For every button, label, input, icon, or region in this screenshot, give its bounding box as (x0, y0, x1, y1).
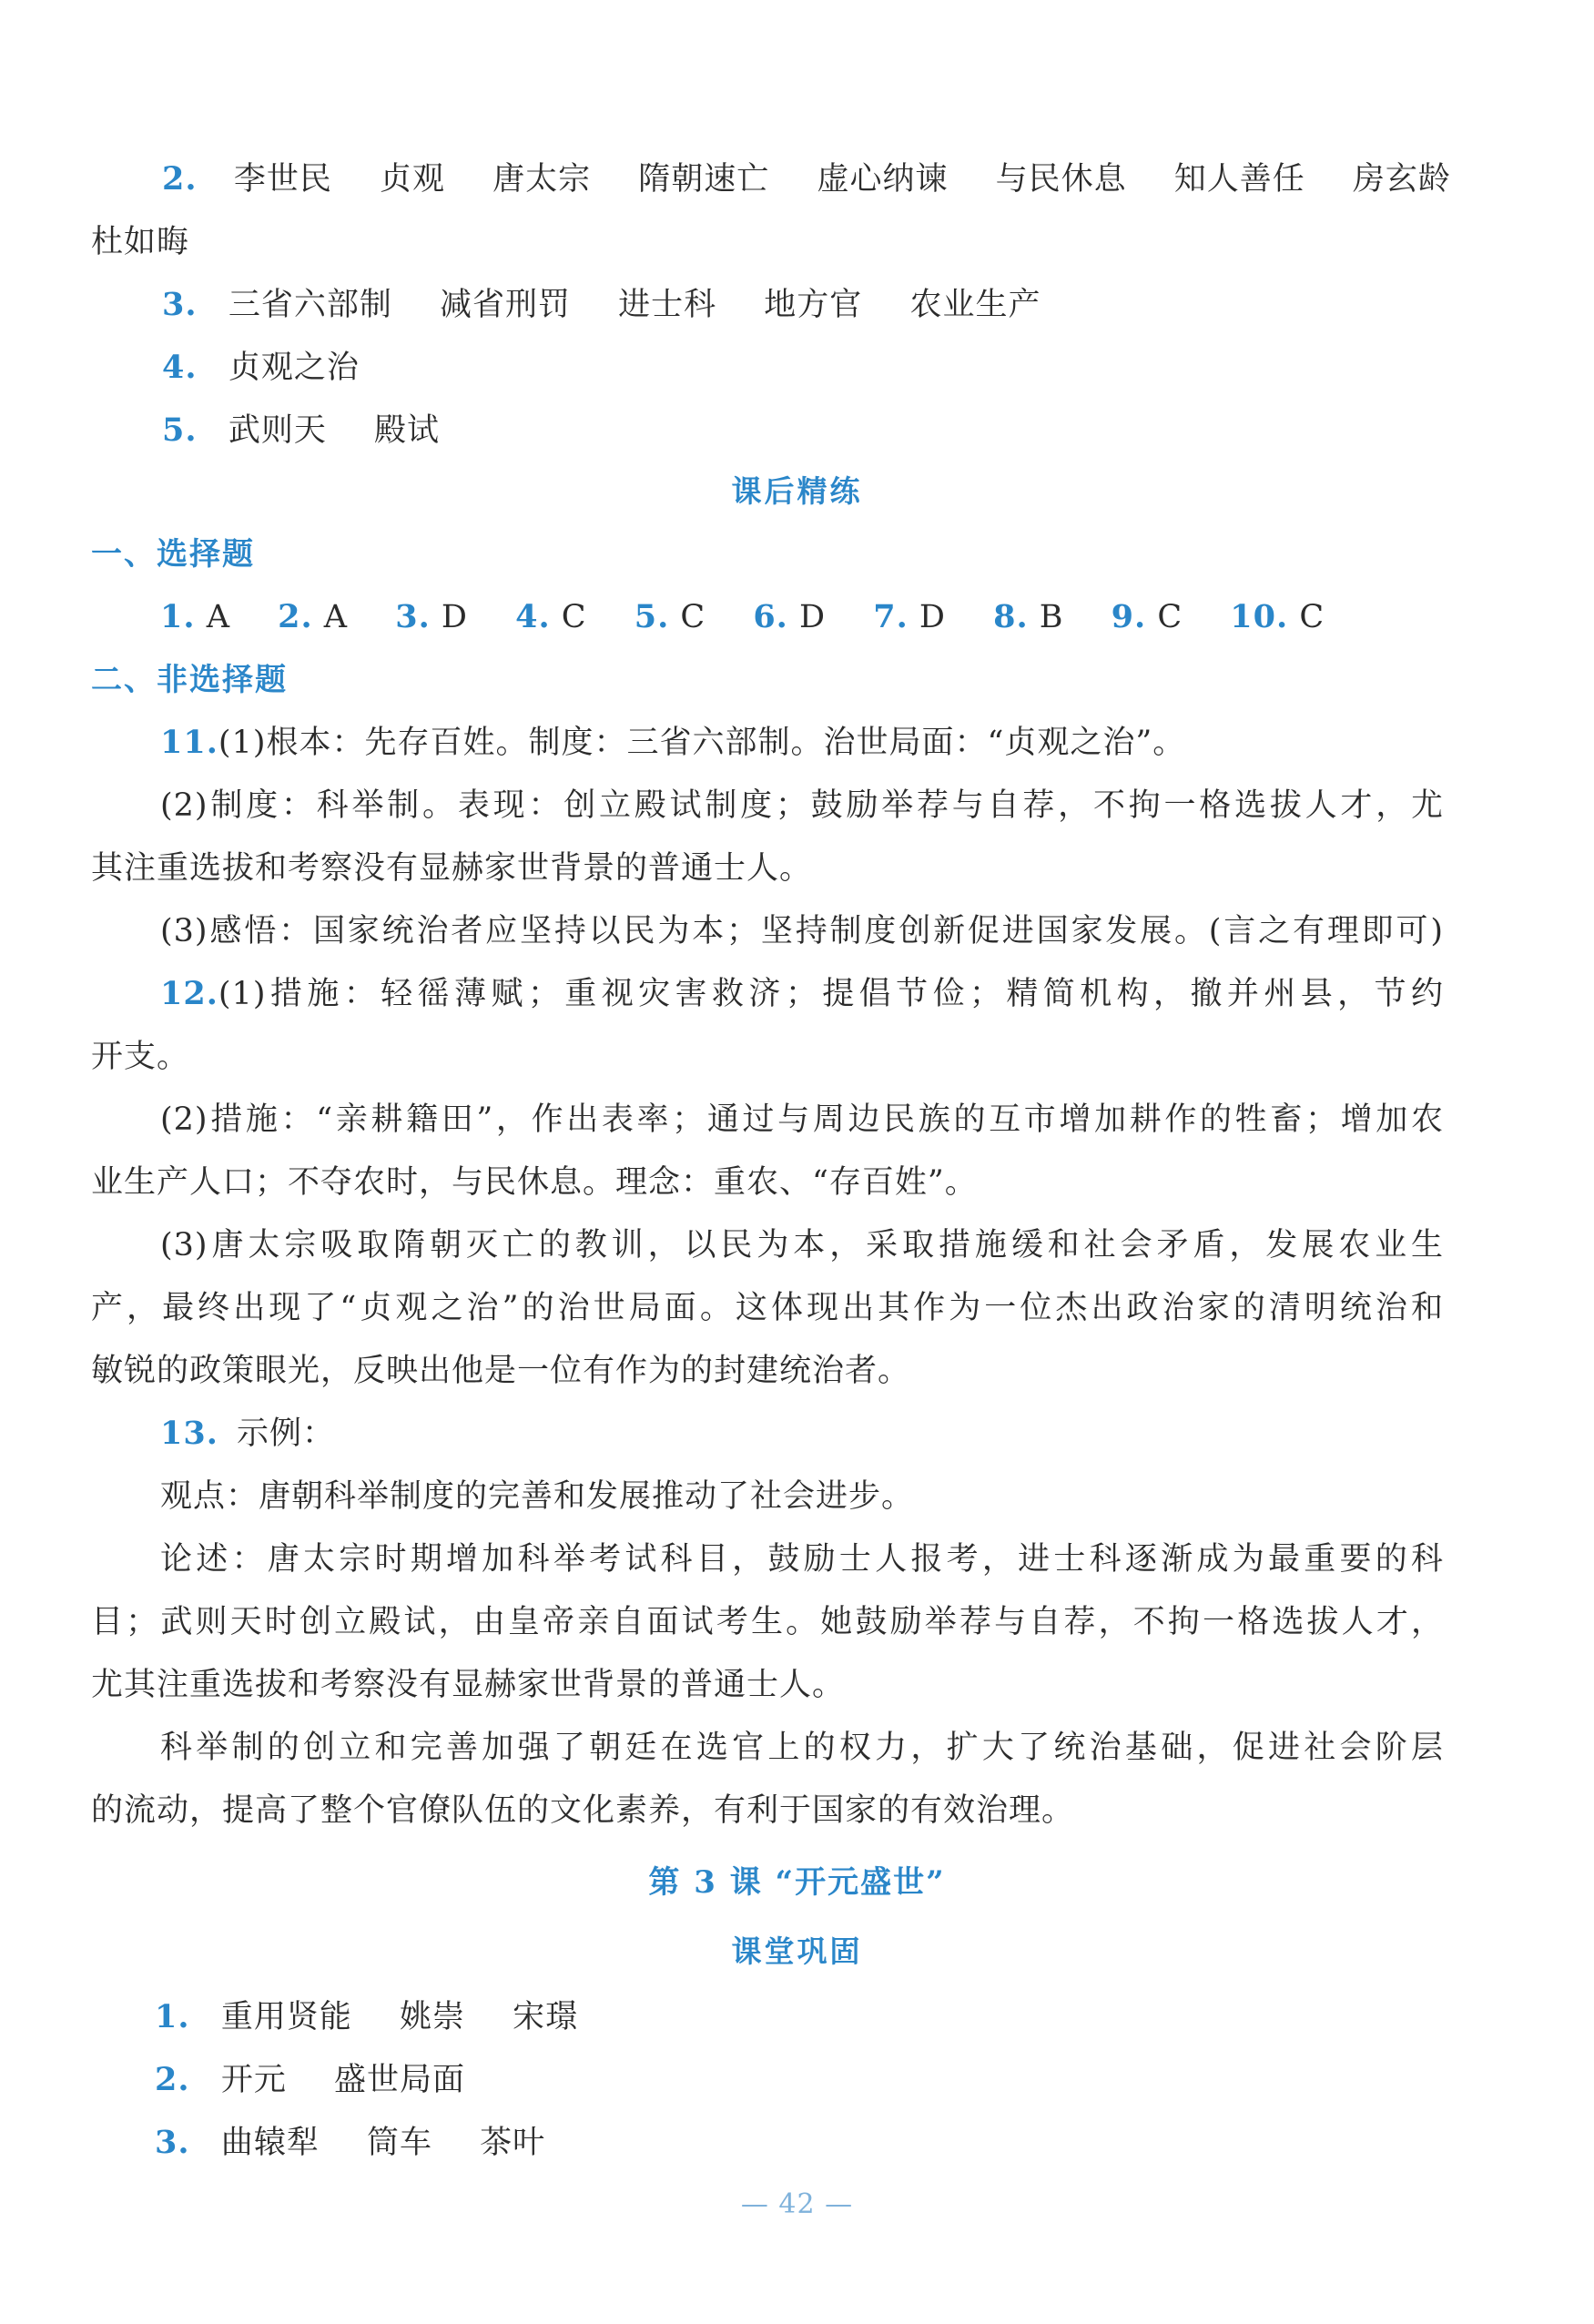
q12-line-5 (160, 1223, 1444, 1267)
lesson3-q1 (155, 1995, 578, 2039)
answer-item: 宋璟 (513, 1999, 579, 2035)
answer-item: 杜如晦 (91, 224, 190, 260)
q11-line-2 (160, 784, 1444, 827)
answer-item: 开元 (220, 2062, 287, 2098)
answer-item: 姚崇 (399, 1999, 465, 2035)
choice-answers (160, 595, 1361, 639)
answer-text: (2)措施：“亲耕籍田”，作出表率；通过与周边民族的互市增加耕作的牲畜；增加农 (160, 1101, 1444, 1138)
q13-line-7: 的流动，提高了整个官僚队伍的文化素养，有利于国家的有效治理。 (91, 1792, 1075, 1829)
answer-item: 武则天 (228, 412, 327, 449)
choice-answer: 3. D (395, 598, 468, 635)
answer-item: 筒车 (366, 2125, 432, 2161)
lesson-title: 第 3 课 “开元盛世” (648, 1864, 946, 1901)
answer-q2-continued (91, 220, 189, 264)
answer-q2 (162, 157, 1451, 201)
q13-line-5: 尤其注重选拔和考察没有显赫家世背景的普通士人。 (91, 1667, 846, 1703)
q12-line-3 (160, 1098, 1444, 1142)
q12-line-6 (91, 1286, 1444, 1330)
question-number: 13. (160, 1415, 218, 1452)
choice-answer: 7. D (873, 598, 946, 635)
answer-item: 殿试 (373, 412, 440, 449)
answer-text: (2)制度：科举制。表现：创立殿试制度；鼓励举荐与自荐，不拘一格选拔人才，尤 (160, 787, 1444, 824)
lesson3-q2 (155, 2058, 465, 2102)
answer-text: 示例： (237, 1416, 336, 1452)
choice-answer: 10. C (1230, 598, 1325, 635)
choice-answer: 5. C (634, 598, 706, 635)
answer-item: 隋朝速亡 (638, 161, 770, 198)
answer-item: 唐太宗 (492, 161, 592, 198)
q11-line-1 (160, 721, 1185, 765)
q13-line-1 (160, 1412, 335, 1456)
q11-line-4 (160, 909, 1444, 953)
q12-line-1 (160, 972, 1444, 1016)
question-number: 11. (160, 724, 218, 761)
answer-q5 (162, 409, 440, 452)
q13-line-4 (91, 1600, 1444, 1644)
answer-item: 重用贤能 (220, 1999, 352, 2035)
section-title: 课后精练 (731, 473, 863, 509)
answer-item: 茶叶 (480, 2125, 546, 2161)
q13-line-6 (160, 1726, 1444, 1770)
lesson3-q3 (155, 2121, 545, 2165)
answer-item: 李世民 (233, 161, 332, 198)
q11-line-3: 其注重选拔和考察没有显赫家世背景的普通士人。 (91, 850, 813, 887)
answer-item: 贞观之治 (228, 350, 360, 386)
part-heading-non-choice: 二、非选择题 (91, 662, 288, 698)
choice-answer: 8. B (993, 598, 1064, 635)
choice-answer: 9. C (1111, 598, 1183, 635)
answer-item: 知人善任 (1173, 161, 1305, 198)
question-number: 2. (162, 160, 198, 198)
question-number: 5. (162, 411, 198, 449)
answer-text: 目；武则天时创立殿试，由皇帝亲自面试考生。她鼓励举荐与自荐，不拘一格选拔人才， (91, 1604, 1444, 1640)
answer-q4 (162, 346, 360, 390)
answer-item: 三省六部制 (228, 287, 392, 323)
answer-text: 论述：唐太宗时期增加科举考试科目，鼓励士人报考，进士科逐渐成为最重要的科 (160, 1541, 1444, 1578)
answer-q3 (162, 283, 1041, 327)
question-number: 3. (162, 286, 198, 323)
question-number: 4. (162, 349, 198, 386)
answer-text: (1)措施：轻徭薄赋；重视灾害救济；提倡节俭；精简机构，撤并州县，节约 (218, 976, 1444, 1012)
q12-line-4: 业生产人口；不夺农时，与民休息。理念：重农、“存百姓”。 (91, 1164, 978, 1201)
answer-item: 房玄龄 (1352, 161, 1451, 198)
answer-text: 产，最终出现了“贞观之治”的治世局面。这体现出其作为一位杰出政治家的清明统治和 (91, 1290, 1444, 1326)
answer-item: 虚心纳谏 (817, 161, 949, 198)
answer-item: 地方官 (764, 287, 863, 323)
choice-answer: 2. A (278, 598, 349, 635)
answer-text: (1)根本：先存百姓。制度：三省六部制。治世局面：“贞观之治”。 (218, 725, 1186, 761)
question-number: 1. (155, 1998, 190, 2035)
answer-text: (3)感悟：国家统治者应坚持以民为本；坚持制度创新促进国家发展。(言之有理即可) (160, 913, 1444, 949)
answer-item: 盛世局面 (333, 2062, 465, 2098)
answer-item: 农业生产 (909, 287, 1041, 323)
answer-item: 贞观 (379, 161, 445, 198)
answer-item: 进士科 (618, 287, 717, 323)
page-number: — 42 — (740, 2188, 854, 2220)
answer-item: 减省刑罚 (439, 287, 571, 323)
choice-answer: 4. C (515, 598, 587, 635)
question-number: 3. (155, 2124, 190, 2161)
choice-answer: 1. A (160, 598, 230, 635)
q13-line-3 (160, 1537, 1444, 1581)
q13-line-2: 观点：唐朝科举制度的完善和发展推动了社会进步。 (160, 1478, 915, 1515)
question-number: 2. (155, 2061, 190, 2098)
answer-item: 曲辕犁 (220, 2125, 320, 2161)
choice-answer: 6. D (753, 598, 827, 635)
q12-line-2: 开支。 (91, 1039, 190, 1075)
answer-text: 科举制的创立和完善加强了朝廷在选官上的权力，扩大了统治基础，促进社会阶层 (160, 1730, 1444, 1766)
question-number: 12. (160, 975, 218, 1012)
q12-line-7: 敏锐的政策眼光，反映出他是一位有作为的封建统治者。 (91, 1353, 911, 1389)
part-heading-choice: 一、选择题 (91, 536, 255, 573)
answer-text: (3)唐太宗吸取隋朝灭亡的教训，以民为本，采取措施缓和社会矛盾，发展农业生 (160, 1227, 1444, 1263)
answer-item: 与民休息 (995, 161, 1127, 198)
lesson-subtitle: 课堂巩固 (731, 1933, 863, 1969)
